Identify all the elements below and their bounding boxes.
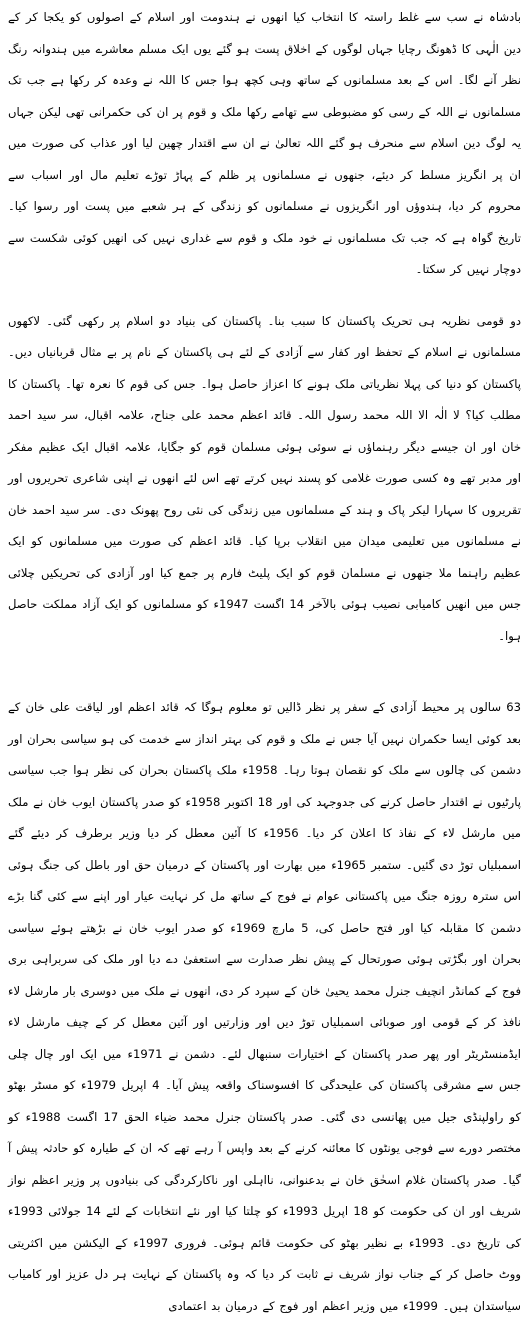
paragraph-two-nation-theory: دو قومی نظریہ ہی تحریک پاکستان کا سبب بنا۔ پاکستان کی بنیاد دو اسلام پر رکھی گئی۔ لاکھوں مسلمانوں نے اسلام کے تحفظ اور کفار سے آزادی کے لئے ہی پاکستان کے نام پر بے مثال قربانیاں دیں۔ پاکستان کو دنیا کی پہلا نظریاتی ملک ہونے کا اعزاز حاصل ہوا۔ جس کی قوم کا نعرہ تھا۔ پاکستان کا مطلب کیا؟ لا الٰہ الا اللہ محمد رسول اللہ۔ قائد اعظم محمد علی جناح، علامہ اقبال، سر سید احمد خان اور ان جیسے دیگر رہنماؤں نے سوئی ہوئی مسلمان قوم کو جگایا، علامہ اقبال ایک عظیم مفکر اور مدبر تھے وہ کسی صورت غلامی کو پسند نہیں کرتے تھے اس لئے انھوں نے اپنی شاعری تحریروں اور تقریروں کا سہارا لیکر پاک و ہند کے مسلمانوں میں زندگی کی نئی روح پھونک دی۔ سر سید احمد خان نے مسلمانوں میں تعلیمی میدان میں انقلاب برپا کیا۔ قائد اعظم کی صورت میں مسلمانوں کو ایک عظیم راہنما ملا جنھوں نے مسلمان قوم کو ایک پلیٹ فارم پر جمع کیا اور آزادی کی تحریکیں چلائی جس میں انھیں کامیابی نصیب ہوئی بالآخر 14 اگست 1947ء کو مسلمانوں کو ایک آزاد مملکت حاصل ہوا۔ [8,313,521,643]
paragraph-spacer [8,286,521,306]
paragraph-post-independence-history: 63 سالوں پر محیط آزادی کے سفر پر نظر ڈالیں تو معلوم ہوگا کہ قائد اعظم اور لیاقت علی خان کے بعد کوئی ایسا حکمران نہیں آیا جس نے ملک و قوم کی بہتر انداز سے خدمت کی ہو سیاسی بحران اور دشمن کی چالوں سے ملک کو نقصان ہوتا رہا۔ 1958ء ملک پاکستان بحران کی نظر ہوا جب سیاسی پارٹیوں نے اقتدار حاصل کرنے کی جدوجہد کی اور 18 اکتوبر 1958ء کو صدر پاکستان ایوب خان نے ملک میں مارشل لاء کے نفاذ کا اعلان کر دیا۔ 1956ء کا آئین معطل کر دیا وزیر برطرف کر دیئے گئے اسمبلیاں توڑ دی گئیں۔ ستمبر 1965ء میں بھارت اور پاکستان کے درمیان حق اور باطل کی جنگ ہوئی اس سترہ روزہ جنگ میں پاکستانی عوام نے فوج کے ساتھ مل کر نہایت عیار اور اپنے سے کئی گنا بڑے دشمن کا مقابلہ کیا اور فتح حاصل کی، 5 مارچ 1969ء کو صدر ایوب خان نے بڑھتے ہوئے سیاسی بحران اور بگڑتی ہوئی صورتحال کے پیش نظر صدارت سے استعفیٰ دے دیا اور ملک کی سربراہی بری فوج کے کمانڈر انچیف جنرل محمد یحییٰ خان کے سپرد کر دی، انھوں نے ملک میں دوسری بار مارشل لاء نافذ کر کے قومی اور صوبائی اسمبلیاں توڑ دیں اور وزارتیں اور آئین معطل کر کے چیف مارشل لاء ایڈمنسٹریٹر اور پھر صدر پاکستان کے اختیارات سنبھال لئے۔ دشمن نے 1971ء میں ایک اور چال چلی جس سے مشرقی پاکستان کی علیحدگی کا افسوسناک واقعہ پیش آیا۔ 4 اپریل 1979ء کو مسٹر بھٹو کو راولپنڈی جیل میں پھانسی دی گئی۔ صدر پاکستان جنرل محمد ضیاء الحق 17 اگست 1988ء کو مختصر دورے سے فوجی یونٹوں کا معائنہ کرنے کے بعد واپس آ رہے تھے کہ ان کے طیارہ کو حادثہ پیش آ گیا۔ صدر پاکستان غلام اسحٰق خان نے بدعنوانی، نااہلی اور ناکارکردگی کی بنیادوں پر وزیر اعظم نواز شریف اور ان کی حکومت کو 18 اپریل 1993ء کو چلتا کیا اور نئے انتخابات کے لئے 14 جولائی 1993ء کی تاریخ دی۔ 1993ء بے نظیر بھٹو کی حکومت قائم ہوئی۔ فروری 1997ء کے الیکشن میں اکثریتی ووٹ حاصل کر کے جناب نواز شریف نے ثابت کر دیا کہ وہ پاکستان کے نہایت ہر دل عزیز اور کامیاب سیاستدان ہیں۔ 1999ء میں وزیر اعظم اور فوج کے درمیان بد اعتمادی [8,700,521,1313]
paragraph-spacer [8,652,521,692]
paragraph-mughal-history: بادشاہ نے سب سے غلط راستہ کا انتخاب کیا انھوں نے ہندومت اور اسلام کے اصولوں کو یکجا کر کے دین الٰہی کا ڈھونگ رچایا جہاں لوگوں کے اخلاق پست ہو گئے یوں ایک مسلم معاشرے میں ہندوانہ رنگ نظر آنے لگا۔ اس کے بعد مسلمانوں کے ساتھ وہی کچھ ہوا جس کا اللہ نے وعدہ کر رکھا ہے جب تک مسلمانوں نے اللہ کے رسی کو مضبوطی سے تھامے رکھا ملک و قوم پر ان کی حکمرانی تھی لیکن جہاں یہ لوگ دین اسلام سے منحرف ہو گئے اللہ تعالیٰ نے ان سے اقتدار چھین لیا اور عذاب کی صورت میں ان پر انگریز مسلط کر دیئے، جنھوں نے مسلمانوں پر ظلم کے پہاڑ توڑے تعلیم مال اور اسباب سے محروم کر دیا، ہندوؤں اور انگریزوں نے مسلمانوں کو زندگی کے ہر شعبے میں پست اور رسوا کیا۔ تاریخ گواہ ہے کہ جب تک مسلمانوں نے خود ملک و قوم سے غداری نہیں کی انھیں کوئی شکست سے دوچار نہیں کر سکتا۔ [8,10,521,276]
